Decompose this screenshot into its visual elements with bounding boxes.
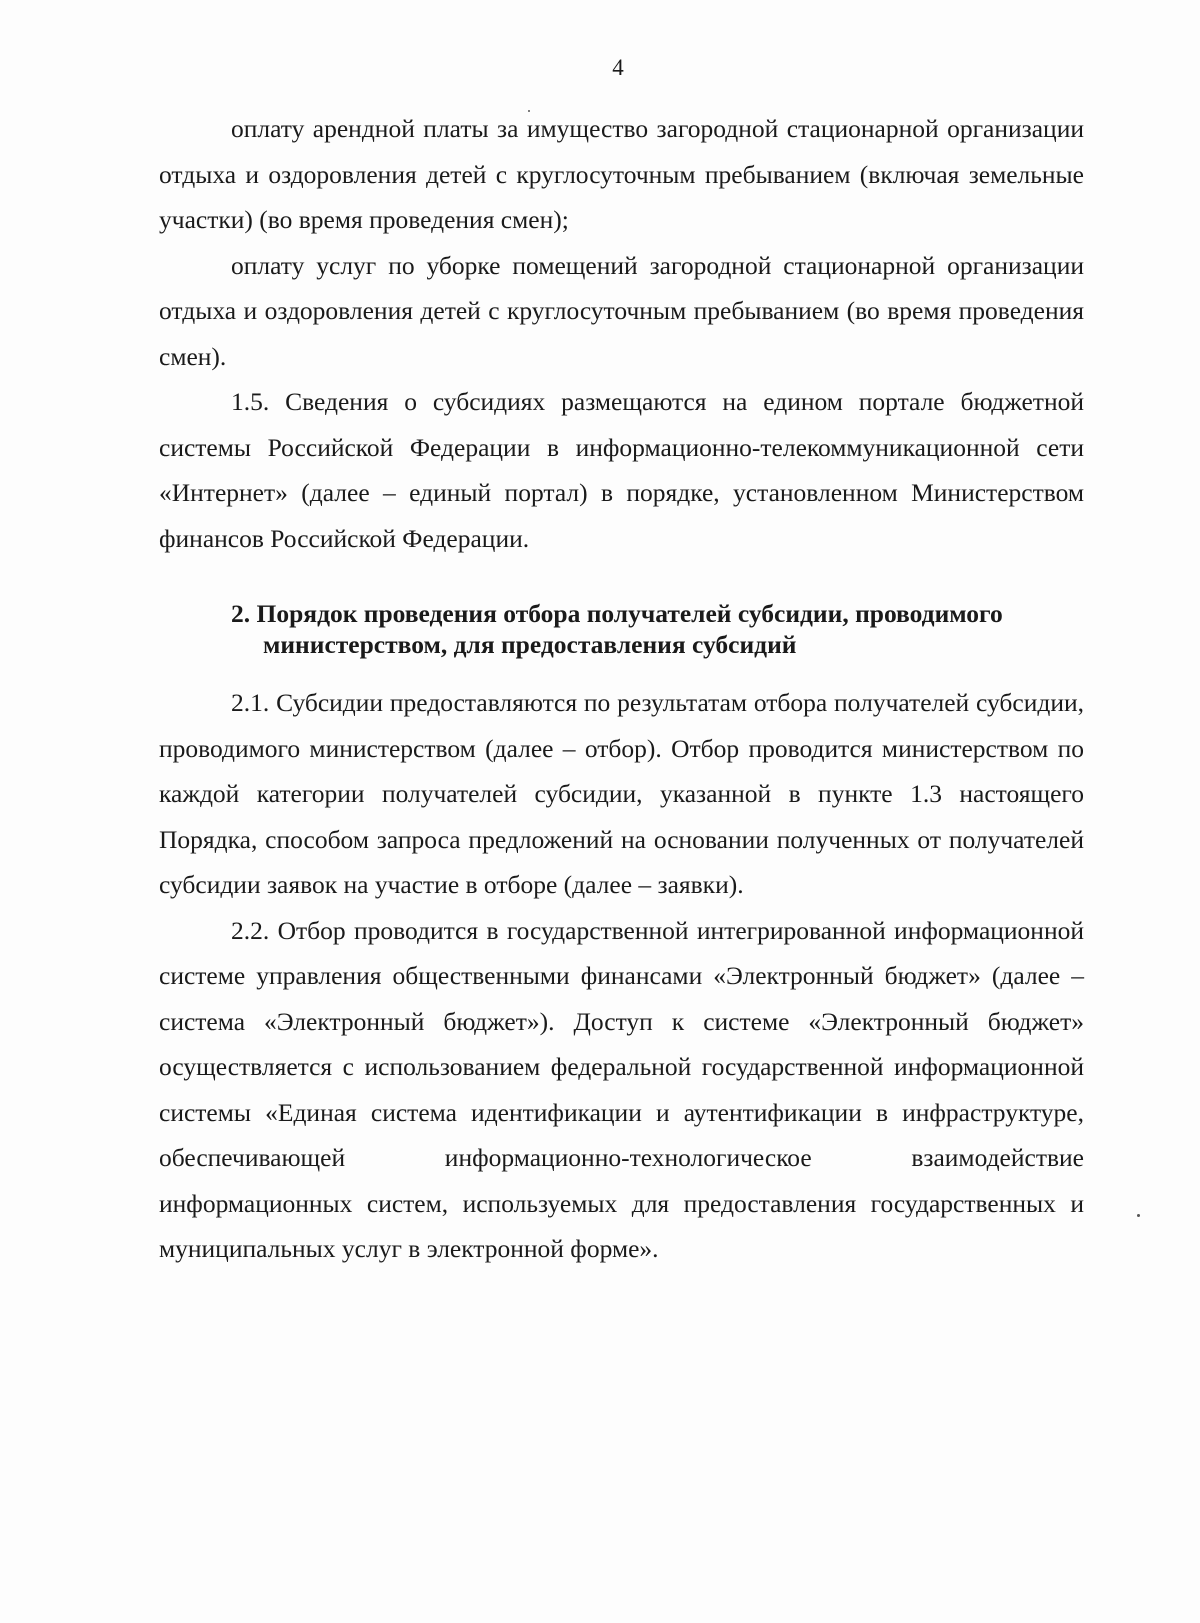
paragraph-2-2: 2.2. Отбор проводится в государственной интегрированной информационной системе управления общественными финансами «Электронный бюджет» (далее – система «Электронный бюджет»). Доступ к системе «Электронный бюджет» осуществляется с использованием федеральной государственной информационной системы «Единая система идентификации и аутентификации в инфраструктуре, обеспечивающей информационно-технологическое взаимодействие информационных систем, используемых для предоставления государственных и муниципальных услуг в электронной форме». (159, 915, 1084, 1263)
document-body (159, 106, 1084, 1272)
section-heading (159, 598, 1084, 660)
paragraph-rent-payment: оплату арендной платы за имущество загородной стационарной организации отдыха и оздоровления детей с круглосуточным пребыванием (включая земельные участки) (во время проведения смен); (159, 114, 1084, 234)
section-heading-line1: 2. Порядок проведения отбора получателей субсидии, проводимого (231, 599, 1003, 628)
scan-speck (528, 110, 530, 112)
paragraph-cleaning-services: оплату услуг по уборке помещений загородной стационарной организации отдыха и оздоровления детей с круглосуточным пребыванием (во время проведения смен). (159, 250, 1084, 371)
section-heading-line2: министерством, для предоставления субсидий (263, 630, 797, 659)
scan-speck (1137, 1214, 1140, 1217)
paragraph-1-5: 1.5. Сведения о субсидиях размещаются на едином портале бюджетной системы Российской Федерации в информационно-телекоммуникационной сети «Интернет» (далее – единый портал) в порядке, установленном Министерством финансов Российской Федерации. (159, 387, 1084, 553)
paragraph-2-1: 2.1. Субсидии предоставляются по результатам отбора получателей субсидии, проводимого министерством (далее – отбор). Отбор проводится министерством по каждой категории получателей субсидии, указанной в пункте 1.3 настоящего Порядка, способом запроса предложений на основании полученных от получателей субсидии заявок на участие в отборе (далее – заявки). (159, 688, 1084, 899)
page-number: 4 (612, 55, 624, 80)
